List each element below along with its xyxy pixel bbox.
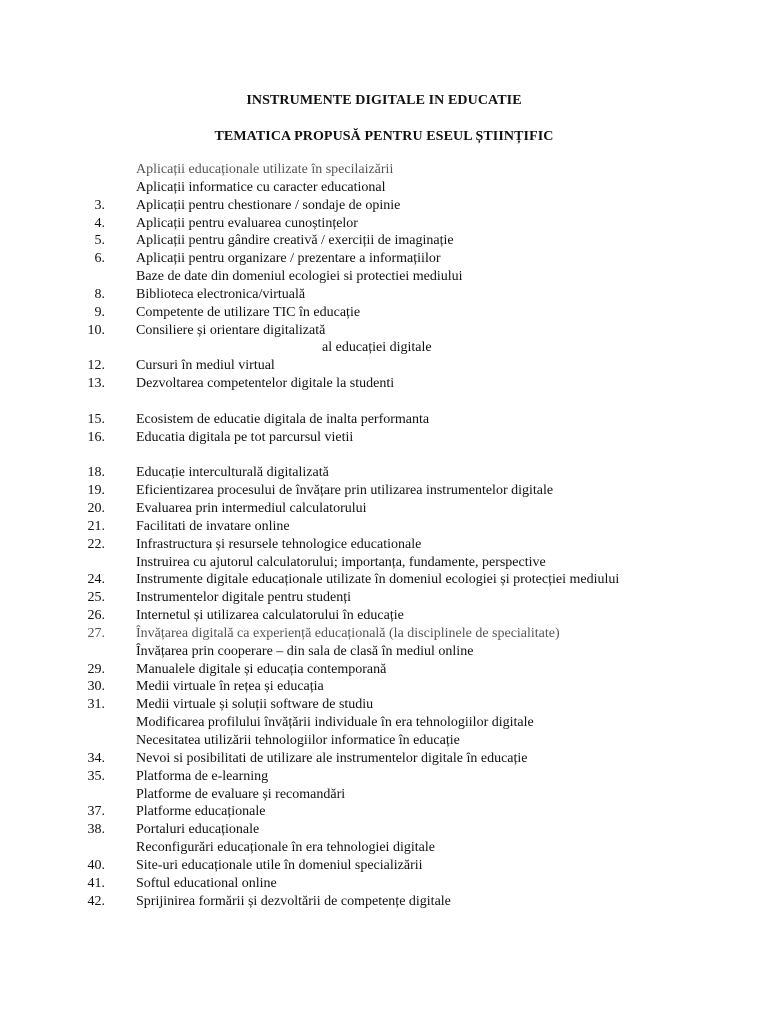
item-text: Învățarea prin cooperare – din sala de clasă în mediul online bbox=[136, 643, 474, 659]
item-number: 15. bbox=[87, 411, 105, 427]
item-text: Manualele digitale și educația contemporană bbox=[136, 661, 387, 677]
list-item bbox=[0, 803, 768, 821]
item-number: 18. bbox=[87, 465, 105, 481]
item-text: Platforma de e-learning bbox=[136, 768, 269, 784]
item-text: Biblioteca electronica/virtuală bbox=[136, 286, 306, 302]
list-item bbox=[0, 215, 768, 233]
item-text: Aplicații pentru gândire creativă / exerciții de imaginație bbox=[136, 233, 454, 249]
item-text: Aplicații informatice cu caracter educational bbox=[136, 179, 386, 195]
list-item bbox=[0, 696, 768, 714]
item-text: Platforme de evaluare și recomandări bbox=[136, 786, 346, 802]
item-text: Aplicații educaționale utilizate în specilaizării bbox=[136, 162, 394, 177]
item-number: 40. bbox=[87, 857, 105, 873]
item-number: 10. bbox=[87, 322, 105, 338]
list-item bbox=[0, 482, 768, 500]
item-text: Medii virtuale în rețea și educația bbox=[136, 679, 324, 695]
item-number: 6. bbox=[94, 251, 105, 267]
list-item bbox=[0, 571, 768, 589]
item-text: Educație interculturală digitalizată bbox=[136, 465, 329, 481]
item-text: Educatia digitala pe tot parcursul vietii bbox=[136, 429, 354, 445]
list-item bbox=[0, 839, 768, 857]
item-text: Instrumentelor digitale pentru studenți bbox=[136, 590, 352, 606]
item-text: Ecosistem de educatie digitala de inalta performanta bbox=[136, 411, 430, 427]
list-item bbox=[0, 179, 768, 197]
item-text: Nevoi si posibilitati de utilizare ale instrumentelor digitale în educație bbox=[136, 750, 528, 766]
list-item bbox=[0, 625, 768, 643]
list-item bbox=[0, 518, 768, 536]
item-text: Modificarea profilului învățării individuale în era tehnologiilor digitale bbox=[136, 715, 534, 731]
item-text: Instruirea cu ajutorul calculatorului; importanța, fundamente, perspective bbox=[136, 554, 546, 570]
item-text: Site-uri educaționale utile în domeniul specializării bbox=[136, 857, 423, 873]
item-text: Cursuri în mediul virtual bbox=[136, 358, 275, 374]
document-subtitle: TEMATICA PROPUSĂ PENTRU ESEUL ȘTIINȚIFIC bbox=[214, 129, 554, 144]
item-text: Infrastructura și resursele tehnologice educationale bbox=[136, 536, 422, 552]
item-number: 31. bbox=[87, 697, 105, 713]
item-number: 19. bbox=[87, 483, 105, 499]
item-text: Aplicații pentru organizare / prezentare a informațiilor bbox=[136, 251, 441, 267]
list-item bbox=[0, 250, 768, 268]
item-number: 24. bbox=[87, 572, 105, 588]
item-text: Învățarea digitală ca experiență educațională (la disciplinele de specialitate) bbox=[136, 625, 560, 641]
item-number: 21. bbox=[87, 518, 105, 534]
item-number: 20. bbox=[87, 501, 105, 517]
list-item bbox=[0, 678, 768, 696]
item-text: Facilitati de invatare online bbox=[136, 518, 290, 534]
item-text: Baze de date din domeniul ecologiei si protectiei mediului bbox=[136, 269, 463, 285]
item-number: 38. bbox=[87, 822, 105, 838]
document-title: INSTRUMENTE DIGITALE IN EDUCATIE bbox=[246, 93, 522, 108]
item-text: Consiliere și orientare digitalizată bbox=[136, 322, 326, 338]
item-number: 4. bbox=[94, 215, 105, 231]
item-number: 16. bbox=[87, 429, 105, 445]
item-number: 27. bbox=[87, 625, 105, 641]
list-item bbox=[0, 464, 768, 482]
list-item bbox=[0, 375, 768, 393]
item-number: 26. bbox=[87, 608, 105, 624]
item-text: Platforme educaționale bbox=[136, 804, 266, 820]
item-text: Aplicații pentru chestionare / sondaje de opinie bbox=[136, 197, 401, 213]
list-item bbox=[0, 768, 768, 786]
list-item bbox=[0, 821, 768, 839]
list-item bbox=[0, 286, 768, 304]
list-item bbox=[0, 411, 768, 429]
item-number: 29. bbox=[87, 661, 105, 677]
list-item bbox=[0, 643, 768, 661]
list-item bbox=[0, 322, 768, 340]
list-item bbox=[0, 893, 768, 911]
item-number: 34. bbox=[87, 750, 105, 766]
item-text: Medii virtuale și soluții software de studiu bbox=[136, 697, 374, 713]
item-number: 42. bbox=[87, 893, 105, 909]
item-number: 35. bbox=[87, 768, 105, 784]
item-number: 22. bbox=[87, 536, 105, 552]
list-item bbox=[0, 589, 768, 607]
list-item bbox=[0, 161, 768, 179]
list-item bbox=[0, 536, 768, 554]
list-item bbox=[0, 786, 768, 804]
item-text: Sprijinirea formării și dezvoltării de competențe digitale bbox=[136, 893, 451, 909]
list-item bbox=[0, 357, 768, 375]
list-item bbox=[0, 232, 768, 250]
item-text: Softul educational online bbox=[136, 875, 277, 891]
item-number: 41. bbox=[87, 875, 105, 891]
item-text: Portaluri educaționale bbox=[136, 822, 260, 838]
item-number: 3. bbox=[94, 197, 105, 213]
item-number: 25. bbox=[87, 590, 105, 606]
item-text: Eficientizarea procesului de învățare prin utilizarea instrumentelor digitale bbox=[136, 483, 554, 499]
item-text: Necesitatea utilizării tehnologiilor informatice în educație bbox=[136, 733, 460, 748]
item-text: Instrumente digitale educaționale utilizate în domeniul ecologiei și protecției mediului bbox=[136, 572, 620, 588]
item-number: 30. bbox=[87, 679, 105, 695]
list-item bbox=[0, 661, 768, 679]
item-number: 9. bbox=[94, 304, 105, 320]
item-number: 13. bbox=[87, 376, 105, 392]
item-number: 8. bbox=[94, 286, 105, 302]
item-text: Evaluarea prin intermediul calculatorului bbox=[136, 501, 367, 517]
list-item bbox=[0, 732, 768, 750]
list-item bbox=[0, 304, 768, 322]
list-item bbox=[0, 875, 768, 893]
item-number: 5. bbox=[94, 233, 105, 249]
list-item bbox=[0, 339, 768, 357]
list-item bbox=[0, 857, 768, 875]
item-text: Aplicații pentru evaluarea cunoștințelor bbox=[136, 215, 358, 231]
item-text: Competente de utilizare TIC în educație bbox=[136, 304, 361, 320]
item-text: Dezvoltarea competentelor digitale la studenti bbox=[136, 376, 395, 392]
item-text: Reconfigurări educaționale în era tehnologiei digitale bbox=[136, 840, 435, 856]
item-text: al educației digitale bbox=[322, 340, 432, 356]
topic-list bbox=[0, 161, 768, 910]
list-item bbox=[0, 197, 768, 215]
item-number: 37. bbox=[87, 804, 105, 820]
list-item bbox=[0, 714, 768, 732]
list-item bbox=[0, 429, 768, 447]
list-item bbox=[0, 750, 768, 768]
item-text: Internetul și utilizarea calculatorului în educație bbox=[136, 608, 404, 624]
list-item bbox=[0, 268, 768, 286]
list-item bbox=[0, 554, 768, 572]
item-number: 12. bbox=[87, 358, 105, 374]
list-item bbox=[0, 607, 768, 625]
list-item bbox=[0, 500, 768, 518]
